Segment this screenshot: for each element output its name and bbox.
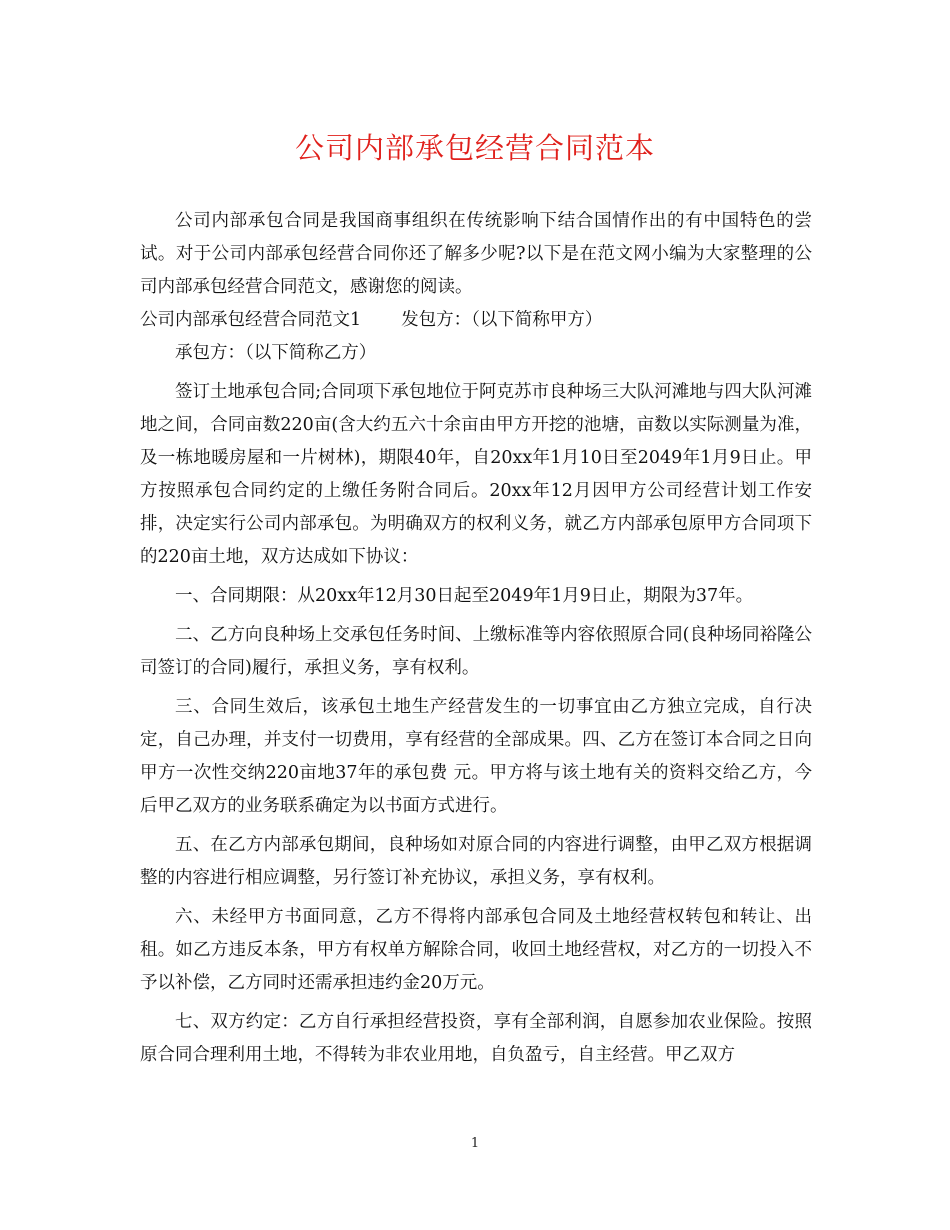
clause-3-4-paragraph: 三、合同生效后，该承包土地生产经营发生的一切事宜由乙方独立完成，自行决定，自己办理，并支付一切费用，享有经营的全部成果。四、乙方在签订本合同之日向甲方一次性交纳220亩地37年的承包费 元。甲方将与该土地有关的资料交给乙方，今后甲乙双方的业务联系确定为以书面方式进行。 xyxy=(140,697,812,816)
clause-5-paragraph: 五、在乙方内部承包期间，良种场如对原合同的内容进行调整，由甲乙双方根据调整的内容进行相应调整，另行签订补充协议，承担义务，享有权利。 xyxy=(140,835,812,888)
party-b-line: 承包方：（以下简称乙方） xyxy=(175,343,377,363)
intro-paragraph: 公司内部承包合同是我国商事组织在传统影响下结合国情作出的有中国特色的尝试。对于公司内部承包经营合同你还了解多少呢?以下是在范文网小编为大家整理的公司内部承包经营合同范文，感谢您的阅读。 xyxy=(140,211,812,297)
clause-7-paragraph: 七、双方约定：乙方自行承担经营投资，享有全部利润，自愿参加农业保险。按照原合同合理利用土地，不得转为非农业用地，自负盈亏，自主经营。甲乙双方 xyxy=(140,1012,812,1065)
clause-1-paragraph: 一、合同期限：从20xx年12月30日起至2049年1月9日止，期限为37年。 xyxy=(175,586,754,606)
document-title: 公司内部承包经营合同范本 xyxy=(294,131,655,165)
sample-heading-line xyxy=(140,304,812,337)
sample-label: 公司内部承包经营合同范文1 xyxy=(140,310,362,330)
party-a-line: 发包方：（以下简称甲方） xyxy=(401,310,603,330)
page-number: 1 xyxy=(470,1136,480,1151)
background-paragraph: 签订土地承包合同;合同项下承包地位于阿克苏市良种场三大队河滩地与四大队河滩地之间，合同亩数220亩(含大约五六十余亩由甲方开挖的池塘，亩数以实际测量为准，及一栋地暖房屋和一片树林)，期限40年，自20xx年1月10日至2049年1月9日止。甲方按照承包合同约定的上缴任务附合同后。20xx年12月因甲方公司经营计划工作安排，决定实行公司内部承包。为明确双方的权利义务，就乙方内部承包原甲方合同项下的220亩土地，双方达成如下协议： xyxy=(140,382,812,567)
clause-2-paragraph: 二、乙方向良种场上交承包任务时间、上缴标准等内容依照原合同(良种场同裕隆公司签订的合同)履行，承担义务，享有权利。 xyxy=(140,625,812,678)
document-body xyxy=(140,205,812,1072)
clause-6-paragraph: 六、未经甲方书面同意，乙方不得将内部承包合同及土地经营权转包和转让、出租。如乙方违反本条，甲方有权单方解除合同，收回土地经营权，对乙方的一切投入不予以补偿，乙方同时还需承担违约金20万元。 xyxy=(140,907,812,993)
